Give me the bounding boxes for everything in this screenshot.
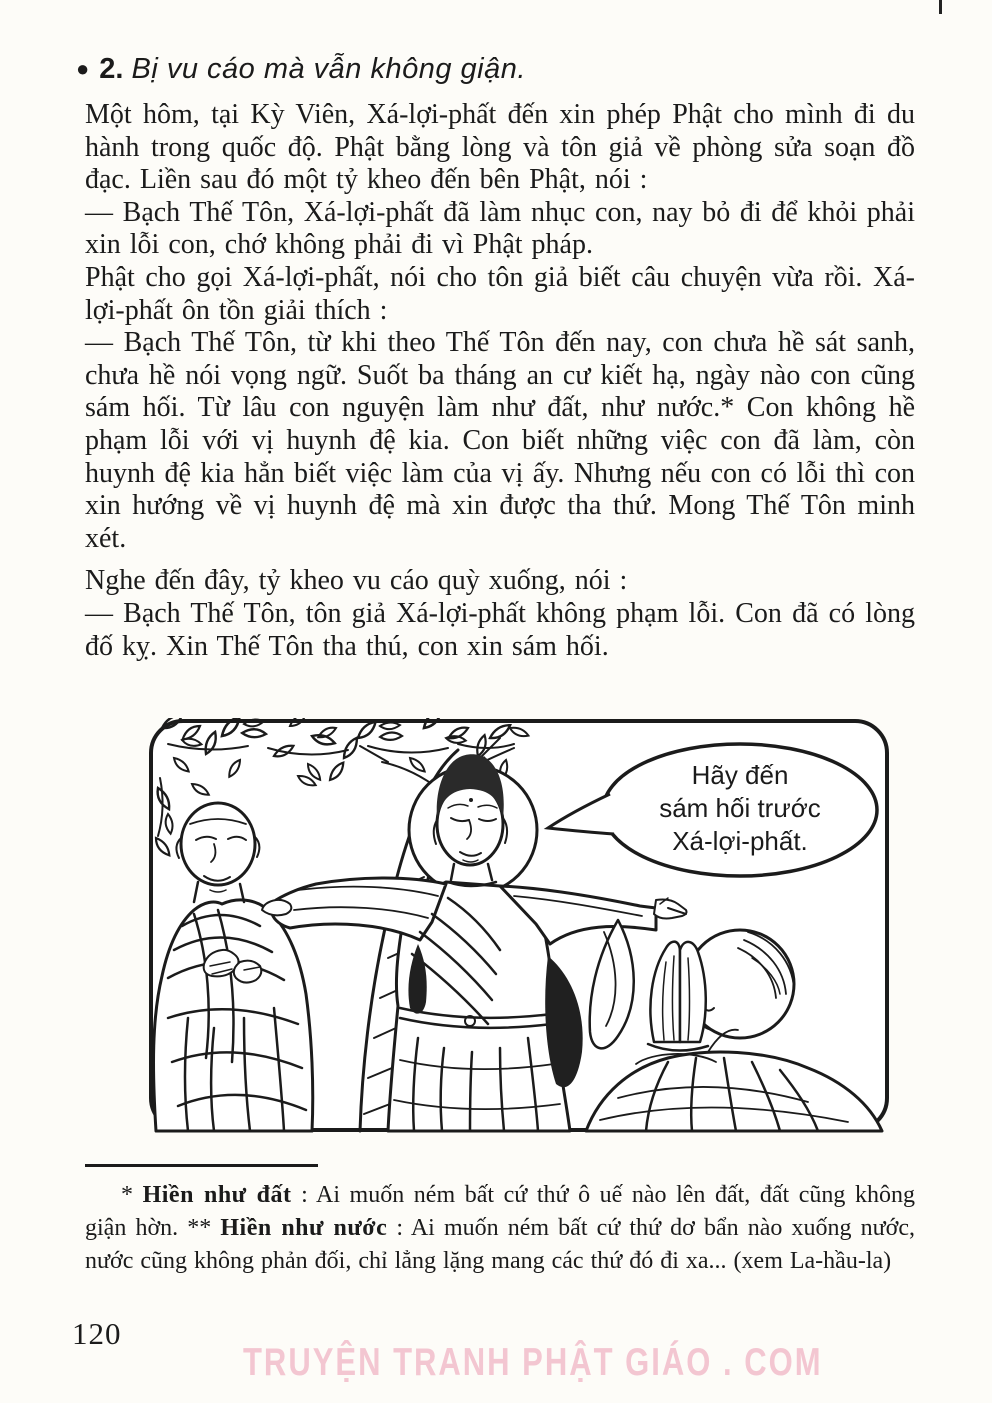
paragraph: Phật cho gọi Xá-lợi-phất, nói cho tôn giả biết câu chuyện vừa rồi. Xá-lợi-phất ôn tồn giải thích : — [85, 261, 915, 326]
paragraph: — Bạch Thế Tôn, Xá-lợi-phất đã làm nhục con, nay bỏ đi để khỏi phải xin lỗi con, chớ không phải đi vì Phật pháp. — [85, 196, 915, 261]
bullet-icon: ● — [76, 56, 90, 81]
footnote-text — [85, 1179, 915, 1278]
footnote-body: : Ai muốn ném bất cứ thứ ô uế nào lên đất, đất cũng không giận hờn. — [85, 1182, 915, 1241]
footnote-body: : Ai muốn ném bất cứ thứ dơ bẩn nào xuống nước, nước cũng không phản đối, chỉ lẳng lặng mang các thứ đó đi xa... (xem La-hầu-la) — [85, 1215, 916, 1274]
footnote-marker: ** — [187, 1215, 221, 1241]
paragraph: Một hôm, tại Kỳ Viên, Xá-lợi-phất đến xin phép Phật cho mình đi du hành trong quốc độ. Phật bằng lòng và tôn giả về phòng sửa soạn đồ đạc. Liền sau đó một tỷ kheo đến bên Phật, nói : — [85, 99, 915, 196]
page-number: 120 — [72, 1316, 122, 1351]
section-heading — [76, 52, 916, 86]
speech-bubble-line: Hãy đến — [691, 760, 789, 790]
story-text — [85, 99, 915, 663]
footnote-marker: * — [121, 1182, 143, 1208]
speech-bubble-line: sám hối trước — [659, 793, 821, 823]
paragraph: Nghe đến đây, tỷ kheo vu cáo quỳ xuống, nói : — [85, 565, 628, 597]
paragraph: — Bạch Thế Tôn, tôn giả Xá-lợi-phất không phạm lỗi. Con đã có lòng đố kỵ. Xin Thế Tôn tha thú, con xin sám hối. — [85, 597, 915, 662]
footnote-term: Hiền như nước — [220, 1215, 388, 1241]
watermark: TRUYỆN TRANH PHẬT GIÁO . COM — [243, 1340, 823, 1384]
page-edge-mark — [939, 0, 942, 14]
paragraph: — Bạch Thế Tôn, từ khi theo Thế Tôn đến nay, con chưa hề sát sanh, chưa hề nói vọng ngữ. Suốt ba tháng an cư kiết hạ, ngày nào con cũng sám hối. Từ lâu con nguyện làm như đất, như nước.* Con không hề phạm lỗi với vị huynh đệ kia. Con biết những việc con đã làm, còn huynh đệ kia hẳn biết việc làm của vị ấy. Nhưng nếu con có lỗi thì con xin hướng về vị huynh đệ mà xin được tha thứ. Mong Thế Tôn minh xét. — [85, 327, 915, 554]
speech-bubble-line: Xá-lợi-phất. — [672, 826, 808, 856]
footnote-divider — [85, 1164, 318, 1167]
section-title: Bị vu cáo mà vẫn không giận. — [131, 53, 526, 85]
section-number: 2. — [99, 53, 124, 85]
comic-panel — [148, 718, 890, 1133]
footnote — [85, 1150, 915, 1278]
comic-panel-art — [148, 718, 890, 1133]
footnote-term: Hiền như đất — [142, 1182, 292, 1208]
